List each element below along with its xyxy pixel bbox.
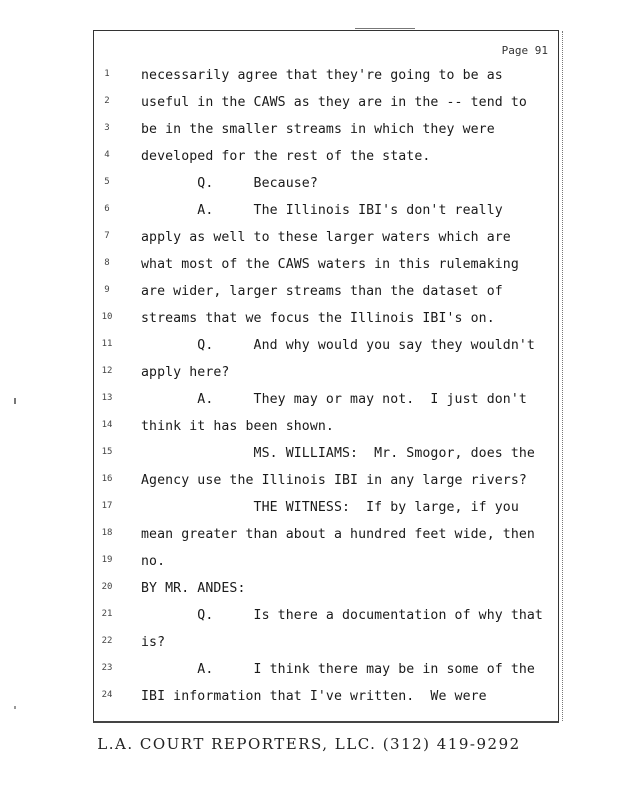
line-number: 15 bbox=[101, 447, 113, 457]
line-number: 22 bbox=[101, 636, 113, 646]
transcript-line bbox=[94, 607, 558, 634]
scan-mark-left-lower bbox=[14, 706, 16, 709]
transcript-line bbox=[94, 256, 558, 283]
line-number: 8 bbox=[104, 258, 110, 268]
page-number: Page 91 bbox=[501, 44, 548, 57]
line-number: 18 bbox=[101, 528, 113, 538]
transcript-line bbox=[94, 445, 558, 472]
transcript-line bbox=[94, 364, 558, 391]
line-text: A. I think there may be in some of the bbox=[141, 662, 535, 677]
transcript-line bbox=[94, 688, 558, 715]
line-text: MS. WILLIAMS: Mr. Smogor, does the bbox=[141, 446, 535, 461]
line-number: 23 bbox=[101, 663, 113, 673]
line-number: 5 bbox=[104, 177, 110, 187]
line-text: is? bbox=[141, 635, 166, 650]
line-number: 3 bbox=[104, 123, 110, 133]
line-text: THE WITNESS: If by large, if you bbox=[141, 500, 519, 515]
line-number: 9 bbox=[104, 285, 110, 295]
line-text: Agency use the Illinois IBI in any large rivers? bbox=[141, 473, 527, 488]
line-text: Q. And why would you say they wouldn't bbox=[141, 338, 535, 353]
line-number: 21 bbox=[101, 609, 113, 619]
transcript-line bbox=[94, 634, 558, 661]
line-number: 13 bbox=[101, 393, 113, 403]
line-number: 20 bbox=[101, 582, 113, 592]
line-number: 14 bbox=[101, 420, 113, 430]
transcript-line bbox=[94, 499, 558, 526]
scan-mark-left bbox=[14, 398, 16, 404]
transcript-line bbox=[94, 67, 558, 94]
transcript-line bbox=[94, 418, 558, 445]
line-number: 2 bbox=[104, 96, 110, 106]
transcript-line bbox=[94, 94, 558, 121]
transcript-line bbox=[94, 121, 558, 148]
line-number: 17 bbox=[101, 501, 113, 511]
transcript-line bbox=[94, 202, 558, 229]
transcript-line bbox=[94, 553, 558, 580]
line-text: apply here? bbox=[141, 365, 230, 380]
transcript-line bbox=[94, 526, 558, 553]
transcript-line bbox=[94, 472, 558, 499]
transcript-line bbox=[94, 661, 558, 688]
line-number: 24 bbox=[101, 690, 113, 700]
line-number: 4 bbox=[104, 150, 110, 160]
transcript-lines bbox=[94, 67, 558, 715]
line-number: 11 bbox=[101, 339, 113, 349]
line-text: mean greater than about a hundred feet wide, then bbox=[141, 527, 535, 542]
transcript-line bbox=[94, 148, 558, 175]
line-number: 7 bbox=[104, 231, 110, 241]
line-text: are wider, larger streams than the dataset of bbox=[141, 284, 503, 299]
line-text: be in the smaller streams in which they were bbox=[141, 122, 495, 137]
line-text: apply as well to these larger waters which are bbox=[141, 230, 511, 245]
line-text: necessarily agree that they're going to be as bbox=[141, 68, 503, 83]
line-text: IBI information that I've written. We were bbox=[141, 689, 487, 704]
line-number: 19 bbox=[101, 555, 113, 565]
scan-mark-top bbox=[355, 28, 415, 29]
line-number: 10 bbox=[101, 312, 113, 322]
transcript-page bbox=[93, 30, 559, 723]
line-number: 6 bbox=[104, 204, 110, 214]
transcript-line bbox=[94, 175, 558, 202]
line-text: Q. Is there a documentation of why that bbox=[141, 608, 543, 623]
line-text: no. bbox=[141, 554, 166, 569]
line-text: A. The Illinois IBI's don't really bbox=[141, 203, 503, 218]
line-text: Q. Because? bbox=[141, 176, 318, 191]
line-text: useful in the CAWS as they are in the -- tend to bbox=[141, 95, 527, 110]
line-text: think it has been shown. bbox=[141, 419, 334, 434]
line-text: developed for the rest of the state. bbox=[141, 149, 431, 164]
transcript-line bbox=[94, 580, 558, 607]
line-number: 1 bbox=[104, 69, 110, 79]
transcript-line bbox=[94, 391, 558, 418]
transcript-line bbox=[94, 229, 558, 256]
line-number: 12 bbox=[101, 366, 113, 376]
transcript-line bbox=[94, 337, 558, 364]
line-text: BY MR. ANDES: bbox=[141, 581, 246, 596]
transcript-line bbox=[94, 310, 558, 337]
line-text: A. They may or may not. I just don't bbox=[141, 392, 527, 407]
transcript-line bbox=[94, 283, 558, 310]
line-text: streams that we focus the Illinois IBI's on. bbox=[141, 311, 495, 326]
line-text: what most of the CAWS waters in this rulemaking bbox=[141, 257, 519, 272]
court-reporter-footer: L.A. COURT REPORTERS, LLC. (312) 419-9292 bbox=[97, 735, 521, 753]
line-number: 16 bbox=[101, 474, 113, 484]
